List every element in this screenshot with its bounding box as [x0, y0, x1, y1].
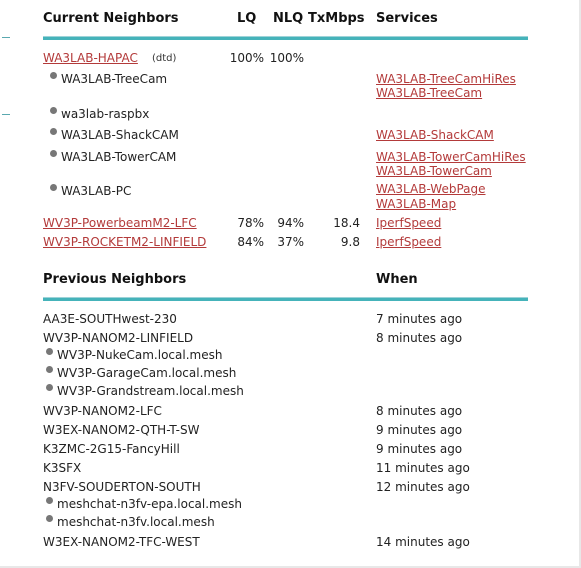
service-link[interactable]: WA3LAB-TowerCamHiRes [376, 150, 526, 164]
service-link[interactable]: IperfSpeed [376, 216, 442, 230]
bullet-icon [46, 384, 53, 391]
txmbps-value: 18.4 [333, 216, 360, 230]
neighbor-row [0, 51, 560, 69]
host-row [0, 107, 560, 125]
host-name: WV3P-Grandstream.local.mesh [46, 384, 244, 398]
bullet-icon [50, 72, 57, 79]
service-link[interactable]: IperfSpeed [376, 235, 442, 249]
previous-row [0, 461, 560, 479]
nlq-value: 94% [277, 216, 304, 230]
nlq-header: NLQ [273, 11, 304, 26]
previous-host-row [0, 515, 560, 533]
txmbps-header: TxMbps [308, 11, 365, 26]
host-name: meshchat-n3fv.local.mesh [46, 515, 215, 529]
nlq-value: 100% [269, 51, 304, 65]
current-neighbors-header: Current Neighbors [43, 11, 179, 26]
header-rule [43, 36, 528, 40]
host-name: meshchat-n3fv-epa.local.mesh [46, 497, 242, 511]
service-link[interactable]: WA3LAB-ShackCAM [376, 128, 494, 142]
neighbor-name: K3SFX [43, 461, 82, 475]
last-seen: 8 minutes ago [376, 331, 463, 345]
last-seen: 14 minutes ago [376, 535, 470, 549]
neighbor-row [0, 235, 560, 253]
neighbor-link[interactable]: WA3LAB-HAPAC [43, 51, 138, 65]
previous-row [0, 423, 560, 441]
services-header: Services [376, 11, 438, 26]
service-link[interactable]: WA3LAB-Map [376, 197, 457, 211]
lq-value: 78% [237, 216, 264, 230]
host-name: wa3lab-raspbx [50, 107, 149, 121]
neighbor-name: N3FV-SOUDERTON-SOUTH [43, 480, 201, 494]
last-seen: 8 minutes ago [376, 404, 463, 418]
lq-value: 84% [237, 235, 264, 249]
host-row [0, 182, 560, 211]
neighbor-name: AA3E-SOUTHwest-230 [43, 312, 177, 326]
previous-host-row [0, 348, 560, 366]
previous-row [0, 404, 560, 422]
bullet-icon [50, 150, 57, 157]
last-seen: 12 minutes ago [376, 480, 470, 494]
host-name: WA3LAB-TowerCAM [50, 150, 176, 164]
previous-neighbors-header: Previous Neighbors [43, 272, 187, 287]
bullet-icon [46, 515, 53, 522]
previous-row [0, 535, 560, 553]
host-row [0, 72, 560, 100]
previous-row [0, 331, 560, 349]
last-seen: 9 minutes ago [376, 442, 463, 456]
neighbor-name: K3ZMC-2G15-FancyHill [43, 442, 180, 456]
service-link[interactable]: WA3LAB-TowerCam [376, 164, 492, 178]
previous-host-row [0, 384, 560, 402]
txmbps-value: 9.8 [340, 235, 360, 249]
previous-row [0, 480, 560, 498]
neighbor-name: WV3P-NANOM2-LINFIELD [43, 331, 194, 345]
host-name: WA3LAB-TreeCam [50, 72, 167, 86]
previous-row [0, 442, 560, 460]
bullet-icon [46, 348, 53, 355]
neighbor-link[interactable]: WV3P-PowerbeamM2-LFC [43, 216, 197, 230]
bullet-icon [50, 107, 57, 114]
last-seen: 11 minutes ago [376, 461, 470, 475]
previous-host-row [0, 366, 560, 384]
last-seen: 7 minutes ago [376, 312, 463, 326]
when-header: When [376, 272, 418, 287]
host-name: WA3LAB-PC [50, 184, 131, 198]
host-row [0, 150, 560, 178]
last-seen: 9 minutes ago [376, 423, 463, 437]
host-name: WA3LAB-ShackCAM [50, 128, 179, 142]
previous-row [0, 312, 560, 330]
lq-header: LQ [237, 11, 257, 26]
service-link[interactable]: WA3LAB-WebPage [376, 182, 486, 196]
bullet-icon [50, 184, 57, 191]
bullet-icon [50, 128, 57, 135]
edge-marker [2, 37, 10, 38]
lq-value: 100% [229, 51, 264, 65]
neighbor-name: W3EX-NANOM2-TFC-WEST [43, 535, 200, 549]
previous-host-row [0, 497, 560, 515]
dtd-tag: (dtd) [152, 53, 177, 64]
neighbor-row [0, 216, 560, 234]
neighbor-name: WV3P-NANOM2-LFC [43, 404, 162, 418]
host-name: WV3P-NukeCam.local.mesh [46, 348, 222, 362]
nlq-value: 37% [277, 235, 304, 249]
host-name: WV3P-GarageCam.local.mesh [46, 366, 236, 380]
service-link[interactable]: WA3LAB-TreeCam [376, 86, 483, 100]
neighbor-link[interactable]: WV3P-ROCKETM2-LINFIELD [43, 235, 207, 249]
bullet-icon [46, 497, 53, 504]
bullet-icon [46, 366, 53, 373]
neighbor-name: W3EX-NANOM2-QTH-T-SW [43, 423, 200, 437]
header-rule [43, 297, 528, 301]
service-link[interactable]: WA3LAB-TreeCamHiRes [376, 72, 516, 86]
host-row [0, 128, 560, 146]
